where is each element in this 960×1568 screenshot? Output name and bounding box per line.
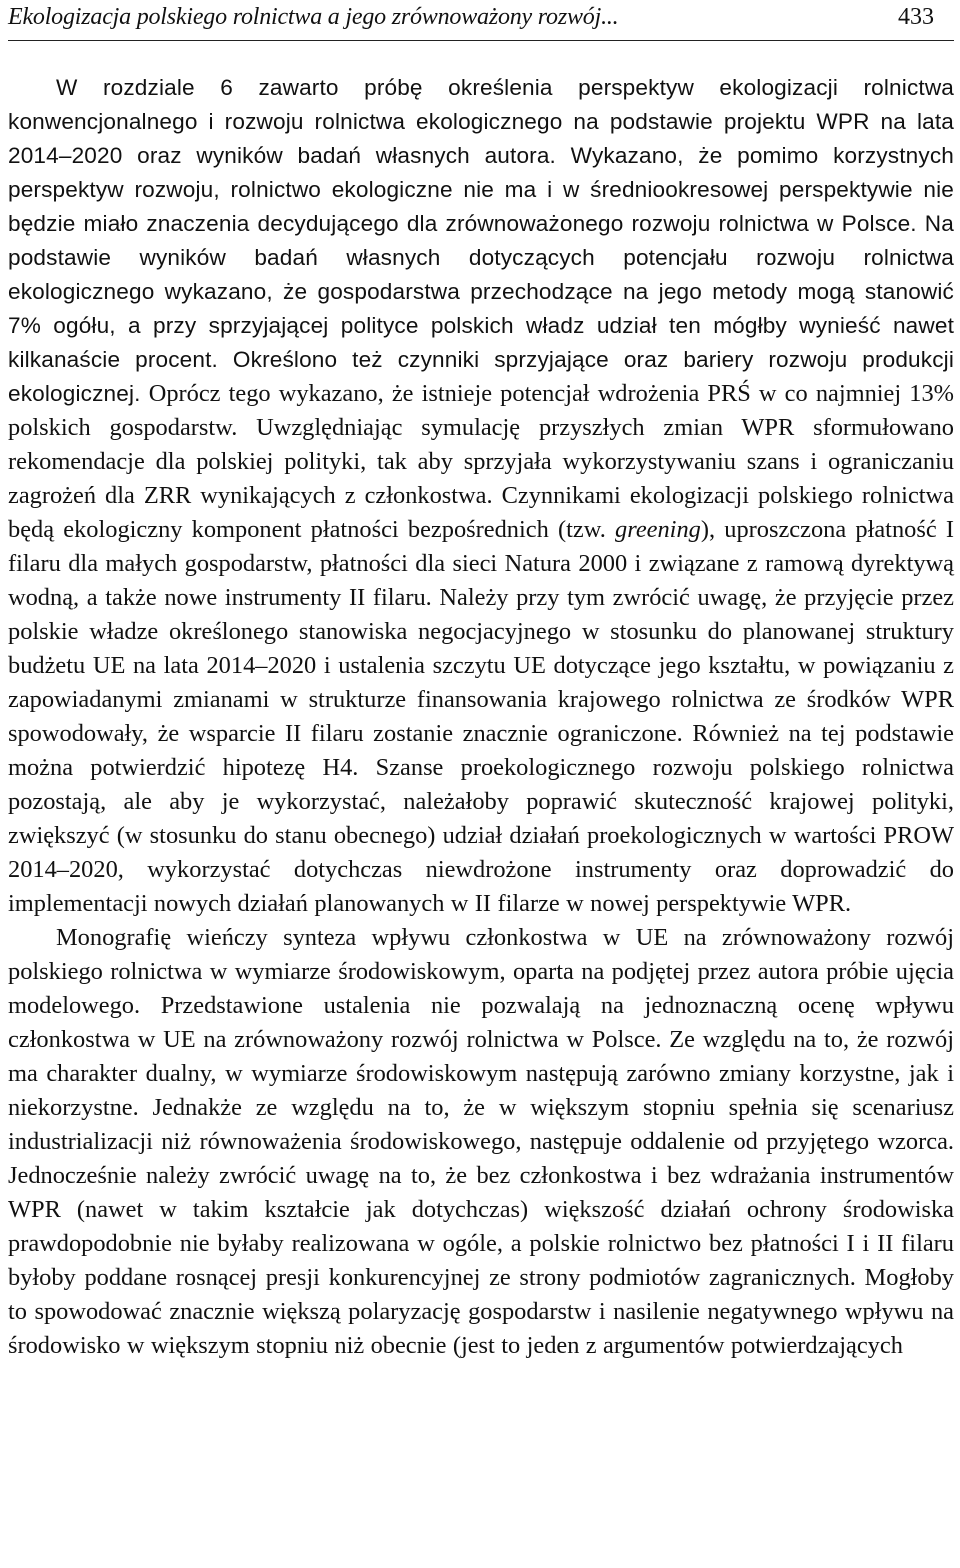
page-number: 433	[898, 4, 934, 30]
paragraph-synthesis: Monografię wieńczy synteza wpływu członkostwa w UE na zrównoważony rozwój polskiego rolnictwa w wymiarze środowiskowym, oparta na podjętej przez autora próbie ujęcia modelowego. Przedstawione ustalenia nie pozwalają na jednoznaczną ocenę wpływu członkostwa w UE na zrównoważony rozwój rolnictwa w Polsce. Ze względu na to, że rozwój ma charakter dualny, w wymiarze środowiskowym następują zarówno zmiany korzystne, jak i niekorzystne. Jednakże ze względu na to, że w większym stopniu spełnia się scenariusz industrializacji niż równoważenia środowiskowego, następuje oddalenie od przyjętego wzorca. Jednocześnie należy zwrócić uwagę na to, że bez członkostwa i bez wdrażania instrumentów WPR (nawet w takim kształcie jak dotychczas) większość działań ochrony środowiska prawdopodobnie nie byłaby realizowana w ogóle, a polskie rolnictwo bez płatności I i II filaru byłoby poddane rosnącej presji konkurencyjnej ze strony podmiotów zagranicznych. Mogłoby to spowodować znacznie większą polaryzację gospodarstw i nasilenie negatywnego wpływu na środowisko w większym stopniu niż obecnie (jest to jeden z argumentów potwierdzających	[8, 924, 954, 1359]
running-header	[8, 0, 954, 41]
paragraph-conclusions-chapter-6	[8, 71, 954, 921]
paragraph-serif-segment: Oprócz tego wykazano, że istnieje potencjał wdrożenia PRŚ w co najmniej 13% polskich gospodarstw. Uwzględniając symulację przyszłych zmian WPR sformułowano rekomendacje dla polskiej polityki, tak aby sprzyjała wykorzystywaniu szans i ograniczaniu zagrożeń dla ZRR wynikających z członkostwa. Czynnikami ekologizacji polskiego rolnictwa będą ekologiczny komponent płatności bezpośrednich (tzw.	[8, 380, 954, 543]
paragraph-serif-segment-continued: ), uproszczona płatność I filaru dla małych gospodarstw, płatności dla sieci Natura 2000 i związane z ramową dyrektywą wodną, a także nowe instrumenty II filaru. Należy przy tym zwrócić uwagę, że przyjęcie przez polskie władze określonego stanowiska negocjacyjnego w stosunku do planowanej struktury budżetu UE na lata 2014–2020 i ustalenia szczytu UE dotyczące jego kształtu, w powiązaniu z zapowiadanymi zmianami w strukturze finansowania krajowego rolnictwa ze środków WPR spowodowały, że wsparcie II filaru zostanie znacznie ograniczone. Również na tej podstawie można potwierdzić hipotezę H4. Szanse proekologicznego rozwoju polskiego rolnictwa pozostają, ale aby je wykorzystać, należałoby poprawić skuteczność krajowej polityki, zwiększyć (w stosunku do stanu obecnego) udział działań proekologicznych w wartości PROW 2014–2020, wykorzystać dotychczas niewdrożone instrumenty oraz doprowadzić do implementacji nowych działań planowanych w II filarze w nowej perspektywie WPR.	[8, 516, 954, 917]
paragraph-sans-segment: W rozdziale 6 zawarto próbę określenia perspektyw ekologizacji rolnictwa konwencjonalnego i rozwoju rolnictwa ekologicznego na podstawie projektu WPR na lata 2014–2020 oraz wyników badań własnych autora. Wykazano, że pomimo korzystnych perspektyw rozwoju, rolnictwo ekologiczne nie ma i w średniookresowej perspektywie nie będzie miało znaczenia decydującego dla zrównoważonego rozwoju rolnictwa w Polsce. Na podstawie wyników badań własnych dotyczących potencjału rozwoju rolnictwa ekologicznego wykazano, że gospodarstwa przechodzące na jego metody mogą stanowić 7% ogółu, a przy sprzyjającej polityce polskich władz udział ten mógłby wynieść nawet kilkanaście procent. Określono też czynniki sprzyjające oraz bariery rozwoju produkcji ekologicznej.	[8, 75, 954, 406]
italic-term-greening: greening	[615, 516, 701, 543]
body-text	[8, 71, 954, 1363]
running-title: Ekologizacja polskiego rolnictwa a jego zrównoważony rozwój...	[8, 4, 619, 30]
